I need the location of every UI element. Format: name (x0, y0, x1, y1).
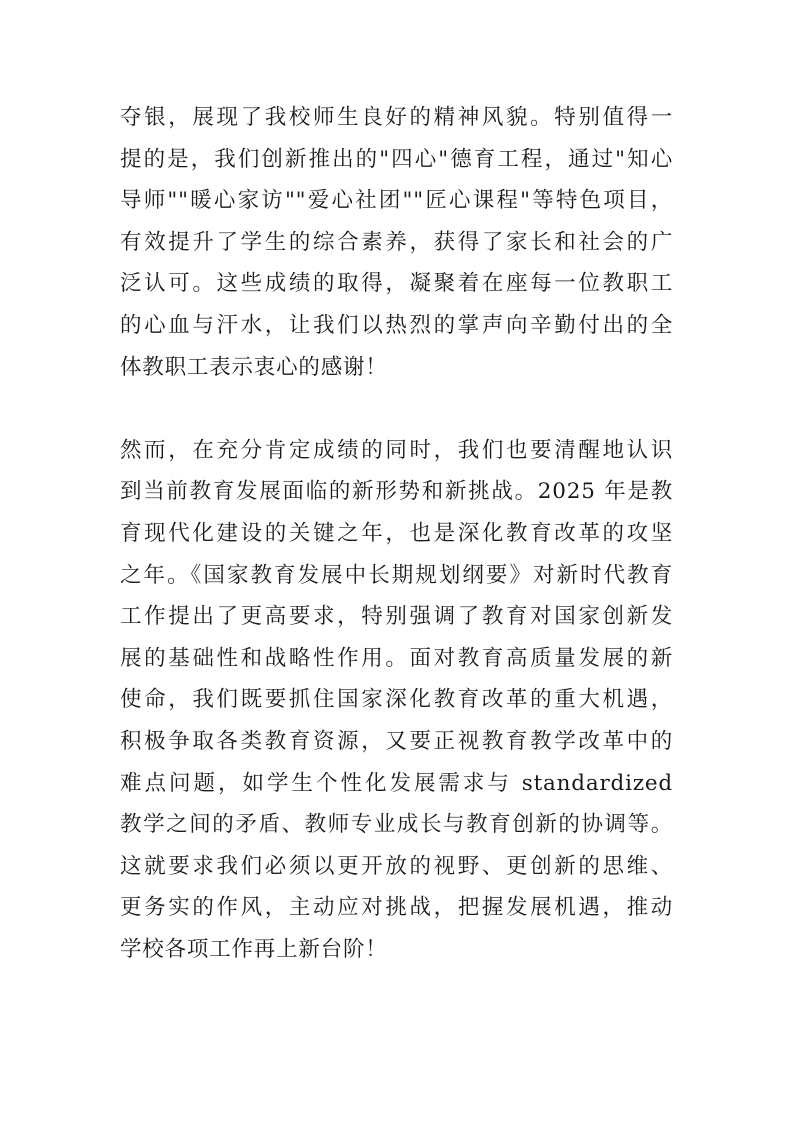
text-line: 然而，在充分肯定成绩的同时，我们也要清醒地认识 (120, 437, 673, 463)
paragraph-challenges (120, 430, 673, 971)
text-line: 泛认可。这些成绩的取得，凝聚着在座每一位教职工 (120, 271, 673, 297)
document-body (120, 97, 673, 1012)
text-line: 夺银，展现了我校师生良好的精神风貌。特别值得一 (120, 105, 673, 130)
text-line: 之年。《国家教育发展中长期规划纲要》对新时代教育 (120, 562, 673, 588)
text-line: 有效提升了学生的综合素养，获得了家长和社会的广 (120, 229, 673, 255)
text-line: 提的是，我们创新推出的"四心"德育工程，通过"知心 (120, 146, 673, 172)
text-line: 到当前教育发展面临的新形势和新挑战。2025 年是教 (120, 479, 673, 505)
text-line: 这就要求我们必须以更开放的视野、更创新的思维、 (120, 853, 673, 879)
text-line: 学校各项工作再上新台阶！ (120, 936, 388, 962)
text-line: 的心血与汗水，让我们以热烈的掌声向辛勤付出的全 (120, 312, 673, 338)
text-line: 工作提出了更高要求，特别强调了教育对国家创新发 (120, 604, 673, 630)
text-line: 难点问题，如学生个性化发展需求与 standardized (120, 770, 673, 796)
text-line: 体教职工表示衷心的感谢！ (120, 354, 388, 380)
text-line: 教学之间的矛盾、教师专业成长与教育创新的协调等。 (120, 812, 673, 838)
text-line: 育现代化建设的关键之年，也是深化教育改革的攻坚 (120, 520, 673, 546)
text-line: 积极争取各类教育资源，又要正视教育教学改革中的 (120, 728, 673, 754)
text-line: 使命，我们既要抓住国家深化教育改革的重大机遇， (120, 687, 673, 713)
text-line: 导师""暖心家访""爱心社团""匠心课程"等特色项目， (120, 188, 673, 214)
text-line: 更务实的作风，主动应对挑战，把握发展机遇，推动 (120, 895, 673, 921)
text-line: 展的基础性和战略性作用。面对教育高质量发展的新 (120, 645, 673, 671)
paragraph-achievements (120, 97, 673, 388)
